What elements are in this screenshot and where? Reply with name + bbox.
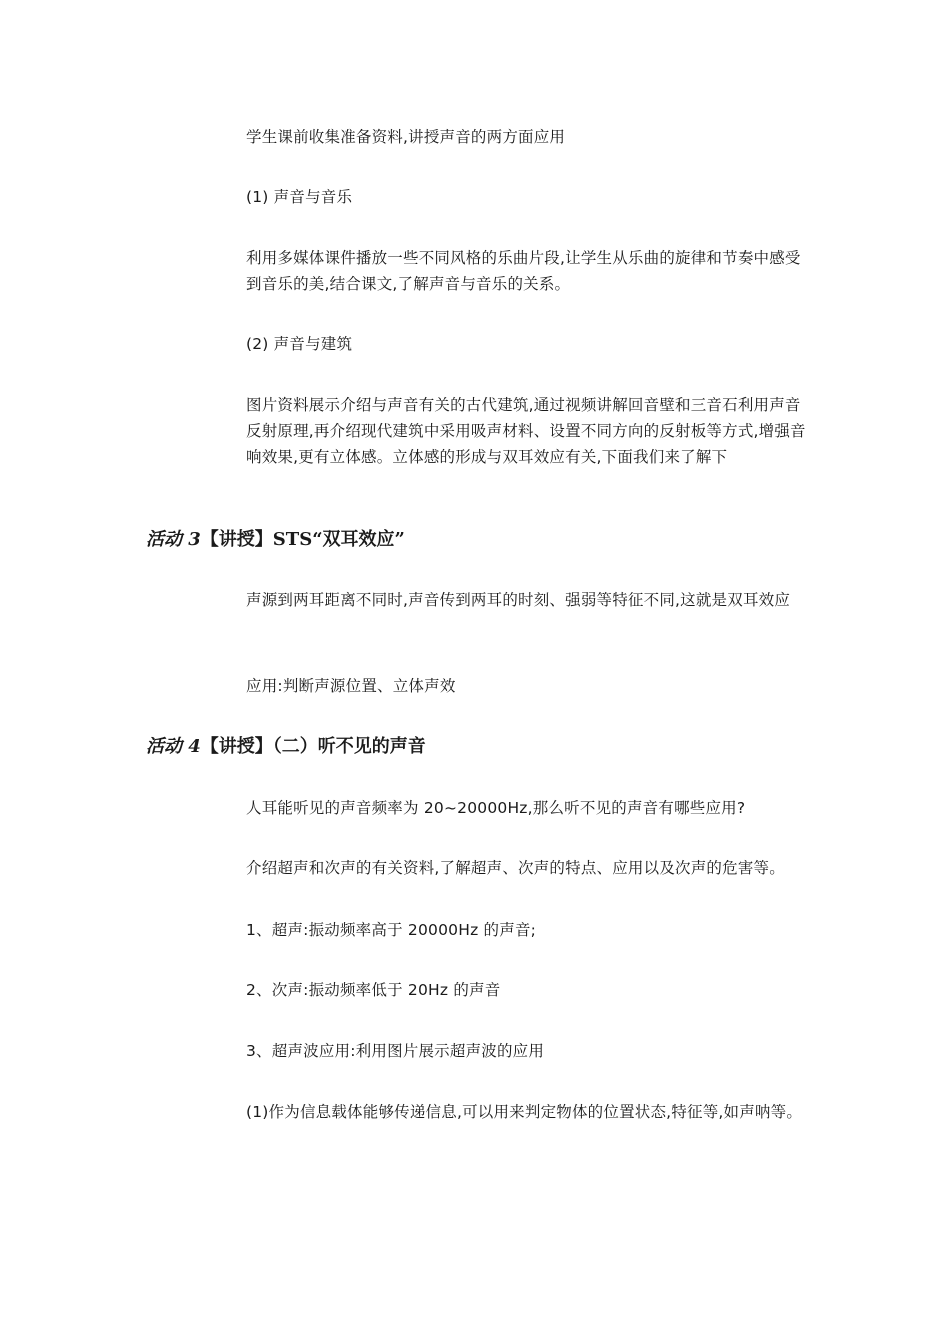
list-item: 3、超声波应用:利用图片展示超声波的应用 xyxy=(246,1042,545,1060)
paragraph: 利用多媒体课件播放一些不同风格的乐曲片段,让学生从乐曲的旋律和节奏中感受到音乐的美,结合课文,了解声音与音乐的关系。 xyxy=(246,249,801,293)
activity-number: 活动 3 xyxy=(146,529,201,550)
subheading-music: (1) 声音与音乐 xyxy=(246,188,353,206)
paragraph: (1)作为信息载体能够传递信息,可以用来判定物体的位置状态,特征等,如声呐等。 xyxy=(246,1103,803,1121)
activity-number: 活动 4 xyxy=(146,736,201,757)
subheading-architecture: (2) 声音与建筑 xyxy=(246,335,353,353)
paragraph: 应用:判断声源位置、立体声效 xyxy=(246,677,456,695)
activity-title: 【讲授】（二）听不见的声音 xyxy=(200,736,426,757)
activity-heading xyxy=(146,733,426,761)
paragraph: 学生课前收集准备资料,讲授声音的两方面应用 xyxy=(246,128,566,146)
paragraph: 声源到两耳距离不同时,声音传到两耳的时刻、强弱等特征不同,这就是双耳效应 xyxy=(246,591,791,609)
paragraph: 介绍超声和次声的有关资料,了解超声、次声的特点、应用以及次声的危害等。 xyxy=(246,859,785,877)
paragraph: 人耳能听见的声音频率为 20~20000Hz,那么听不见的声音有哪些应用? xyxy=(246,799,746,817)
activity-heading xyxy=(146,526,405,554)
paragraph: 图片资料展示介绍与声音有关的古代建筑,通过视频讲解回音壁和三音石利用声音反射原理,再介绍现代建筑中采用吸声材料、设置不同方向的反射板等方式,增强音响效果,更有立体感。立体感的形成与双耳效应有关,下面我们来了解下 xyxy=(246,396,806,466)
activity-title: 【讲授】STS“双耳效应” xyxy=(200,529,405,550)
list-item: 1、超声:振动频率高于 20000Hz 的声音; xyxy=(246,921,537,939)
list-item: 2、次声:振动频率低于 20Hz 的声音 xyxy=(246,981,501,999)
